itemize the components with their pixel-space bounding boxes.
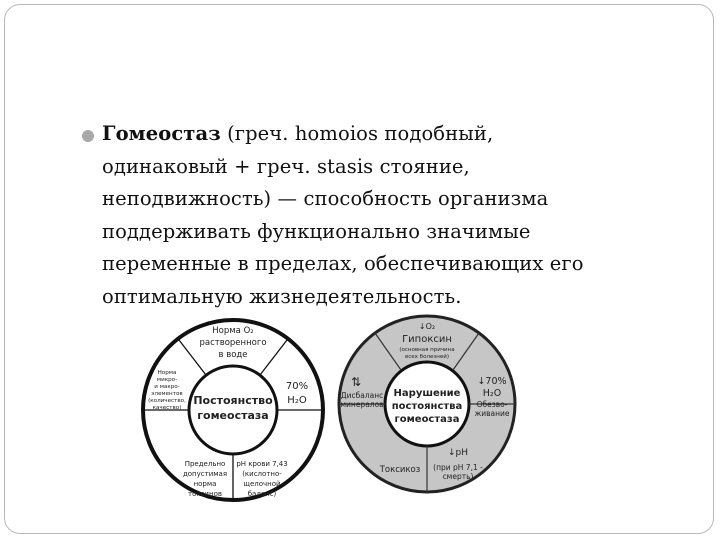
sector-label: (кислотно- bbox=[242, 470, 282, 478]
sector-label: минералов bbox=[340, 400, 384, 409]
definition-line: (греч. homoios подобный, bbox=[220, 122, 494, 145]
sector-label: Гипоксин bbox=[402, 334, 452, 345]
center-label: Постоянство bbox=[193, 394, 273, 407]
sector-label: живание bbox=[474, 409, 510, 418]
sector-label: H₂O bbox=[482, 388, 502, 399]
sector-label: pH крови 7,43 bbox=[236, 460, 288, 468]
sector-label: токсинов bbox=[188, 490, 222, 498]
sector-label: всех болезней) bbox=[405, 354, 449, 360]
definition-line: неподвижность) — способность организма bbox=[102, 187, 549, 210]
center-label: гомеостаза bbox=[394, 414, 460, 425]
center-label: гомеостаза bbox=[197, 409, 269, 422]
sector-label: (количество, bbox=[148, 398, 186, 404]
sector-label: Обезво- bbox=[476, 400, 508, 409]
sector-label: микро- bbox=[156, 377, 178, 383]
sector-label: (основная причина bbox=[399, 347, 455, 353]
sector-label: Норма bbox=[157, 370, 177, 376]
top-sector bbox=[399, 334, 454, 360]
homeostasis-diagram bbox=[143, 320, 323, 500]
sector-label: щелочной bbox=[243, 480, 281, 488]
sector-label: допустимая bbox=[182, 470, 228, 478]
sector-label: и макро- bbox=[154, 384, 180, 390]
sector-label: качество) bbox=[152, 405, 182, 411]
sector-label: элементов bbox=[151, 391, 183, 397]
sector-label: (при pH 7,1 - bbox=[433, 463, 483, 472]
sector-label: H₂O bbox=[287, 395, 307, 406]
sector-label: в воде bbox=[218, 350, 248, 360]
up-down-arrows-icon: ⇅ bbox=[350, 375, 362, 389]
sector-label: ↓pH bbox=[447, 448, 469, 458]
sector-label: 70% bbox=[285, 381, 309, 392]
sector-label: растворенного bbox=[199, 338, 267, 348]
center-label: Нарушение bbox=[393, 388, 461, 399]
sector-label: Предельно bbox=[184, 460, 226, 468]
sector-label: смерть) bbox=[442, 472, 474, 481]
sector-label: норма bbox=[193, 480, 217, 488]
center-label: постоянства bbox=[391, 401, 463, 412]
sector-label: баланс) bbox=[247, 490, 277, 498]
definition-line: оптимальную жизнедеятельность. bbox=[102, 284, 462, 308]
disruption-diagram bbox=[339, 316, 515, 492]
definition-line: переменные в пределах, обеспечивающих его bbox=[102, 252, 584, 275]
definition-line: поддерживать функционально значимые bbox=[102, 219, 531, 243]
definition-line: одинаковый + греч. stasis стояние, bbox=[102, 154, 470, 178]
sector-label: ↓70% bbox=[477, 376, 507, 387]
sector-label: Дисбаланс bbox=[340, 391, 384, 400]
top-arrow-label: ↓O₂ bbox=[418, 322, 436, 331]
bottom-left-label: Токсикоз bbox=[379, 465, 421, 475]
term: Гомеостаз bbox=[102, 122, 221, 145]
sector-label: Норма O₂ bbox=[212, 326, 254, 336]
